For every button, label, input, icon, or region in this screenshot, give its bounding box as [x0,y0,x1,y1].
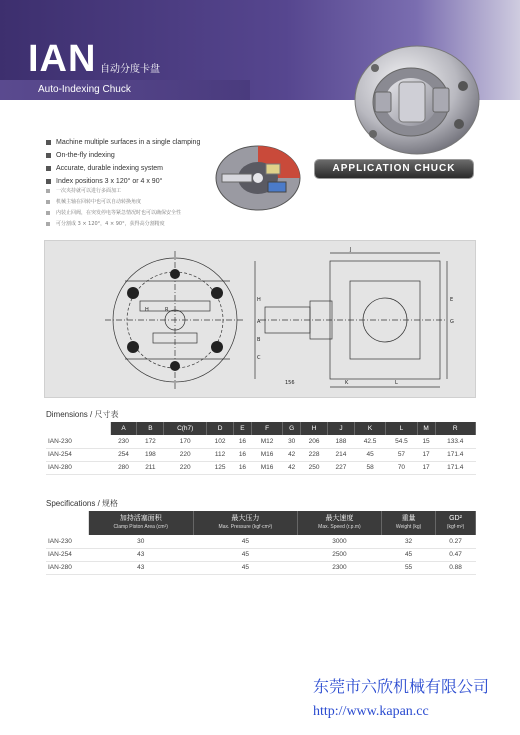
feature-item-cn: 一次夹持就可以进行多面加工 [46,186,181,197]
table-cell: 58 [354,461,385,474]
label-k: K [345,380,349,386]
column-header: GD² (kgf·m²) [436,511,476,535]
column-header: A [110,422,137,435]
table-cell: 32 [382,535,436,548]
specifications-table [46,511,476,575]
column-header [46,422,110,435]
table-cell: 54.5 [386,435,417,448]
table-row [46,548,476,561]
table-cell: 45 [193,535,297,548]
column-header: E [233,422,251,435]
application-chuck-badge [315,160,473,178]
feature-item: Machine multiple surfaces in a single clamping [46,136,206,149]
table-cell: 16 [233,448,251,461]
table-cell: 45 [193,561,297,574]
table-cell: 172 [137,435,164,448]
feature-item: Index positions 3 x 120° or 4 x 90° [46,175,206,188]
column-header: B [137,422,164,435]
table-cell: 206 [301,435,328,448]
table-cell: M16 [251,448,282,461]
table-cell: 102 [207,435,234,448]
company-url[interactable]: http://www.kapan.cc [313,704,429,719]
table-cell: 42.5 [354,435,385,448]
table-cell: 16 [233,461,251,474]
column-header: K [354,422,385,435]
table-cell: 45 [382,548,436,561]
table-cell: 0.47 [436,548,476,561]
table-cell: 17 [417,448,435,461]
label-a: A [257,319,261,325]
column-header: 加持活塞面积 Clamp Piston Area (cm²) [88,511,193,535]
label-rh: H [145,307,149,313]
table-cell: 17 [417,461,435,474]
column-header: D [207,422,234,435]
table-row [46,535,476,548]
technical-drawing [44,240,476,398]
brand-title: IAN [28,38,97,80]
table-row [46,435,476,448]
feature-item: On-the-fly indexing [46,149,206,162]
table-cell: 170 [164,435,207,448]
table-cell: 188 [328,435,355,448]
table-cell: 43 [88,561,193,574]
table-cell: 43 [88,548,193,561]
table-cell: 220 [164,448,207,461]
table-cell: 198 [137,448,164,461]
model-cell: IAN-254 [46,548,88,561]
chuck-product-image [345,38,485,158]
model-cell: IAN-280 [46,561,88,574]
feature-item-cn: 机械主轴在回转中也可以自动转换角度 [46,197,181,208]
technical-drawing-svg [45,241,477,399]
column-header: 最大速度 Max. Speed (r.p.m) [297,511,381,535]
table-cell: 2300 [297,561,381,574]
cutaway-illustration [208,138,303,213]
table-cell: 45 [193,548,297,561]
table-cell: 220 [164,461,207,474]
table-cell: 0.88 [436,561,476,574]
feature-item: Accurate, durable indexing system [46,162,206,175]
table-cell: 55 [382,561,436,574]
table-cell: 227 [328,461,355,474]
table-cell: 214 [328,448,355,461]
table-cell: 171.4 [435,461,475,474]
model-cell: IAN-230 [46,535,88,548]
column-header: J [328,422,355,435]
table-cell: M16 [251,461,282,474]
label-e: E [450,297,454,303]
table-cell: 230 [110,435,137,448]
model-cell: IAN-254 [46,448,110,461]
model-cell: IAN-280 [46,461,110,474]
table-cell: 45 [354,448,385,461]
column-header: M [417,422,435,435]
label-h: H [257,297,261,303]
feature-item-cn: 可分割成 3 × 120°，4 × 90°，获得高分割精度 [46,219,181,230]
table-cell: 2500 [297,548,381,561]
table-cell: 15 [417,435,435,448]
table-cell: 30 [283,435,301,448]
table-header-row [46,511,476,535]
table-cell: 3000 [297,535,381,548]
company-name: 东莞市六欣机械有限公司 [313,677,490,696]
table-cell: 228 [301,448,328,461]
table-cell: 42 [283,461,301,474]
column-header: F [251,422,282,435]
feature-list-cn [46,186,181,230]
table-cell: M12 [251,435,282,448]
label-g: G [450,319,454,325]
model-cell: IAN-230 [46,435,110,448]
column-header: G [283,422,301,435]
column-header: L [386,422,417,435]
table-cell: 42 [283,448,301,461]
table-cell: 133.4 [435,435,475,448]
column-header: H [301,422,328,435]
table-cell: 0.27 [436,535,476,548]
table-row [46,561,476,574]
feature-item-cn: 内装止回阀，在突发停电等紧急情况时也可以确保安全性 [46,208,181,219]
table-cell: 125 [207,461,234,474]
dimensions-title: Dimensions / 尺寸表 [46,410,119,419]
feature-list-en [46,136,206,188]
table-cell: 30 [88,535,193,548]
table-cell: 70 [386,461,417,474]
table-cell: 171.4 [435,448,475,461]
label-156: 156 [285,380,295,386]
application-chuck-label: APPLICATION CHUCK [332,163,456,174]
label-l: L [395,380,398,386]
column-header: 最大压力 Max. Pressure (kgf·cm²) [193,511,297,535]
label-r: R [165,307,169,313]
table-cell: 254 [110,448,137,461]
dimensions-table [46,422,476,475]
label-b: B [257,337,261,343]
label-j: J [350,247,352,253]
table-header-row [46,422,476,435]
table-row [46,448,476,461]
table-cell: 112 [207,448,234,461]
table-cell: 280 [110,461,137,474]
column-header: 重量 Weight (kg) [382,511,436,535]
column-header: C(h7) [164,422,207,435]
table-cell: 211 [137,461,164,474]
column-header [46,511,88,535]
brand-chinese-title: 自动分度卡盘 [100,64,160,75]
table-row [46,461,476,474]
table-cell: 16 [233,435,251,448]
subtitle: Auto-Indexing Chuck [38,84,131,95]
label-c: C [257,355,261,361]
column-header: R [435,422,475,435]
table-cell: 250 [301,461,328,474]
specifications-title: Specifications / 规格 [46,499,119,508]
table-cell: 57 [386,448,417,461]
